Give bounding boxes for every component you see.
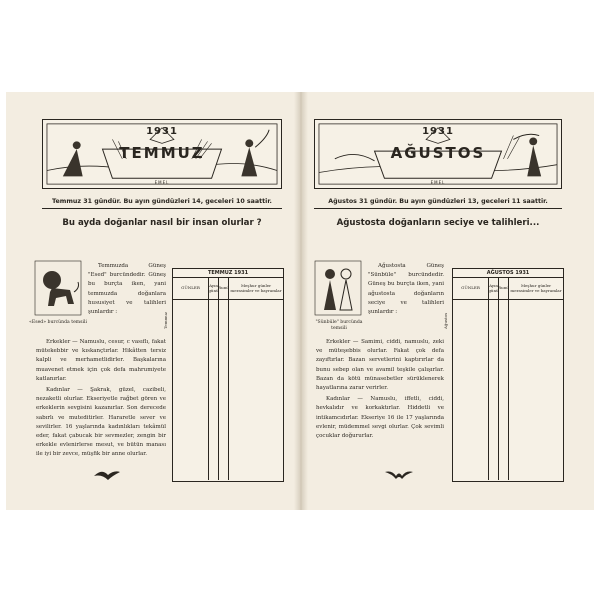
col-b: Rumî (499, 278, 509, 299)
col-a: Ayın günü (209, 278, 219, 299)
illustration-caption: "Sünbüle" burcünda temsili (315, 320, 363, 331)
page-august (300, 92, 594, 510)
calendar-cell (219, 474, 229, 480)
calendar-row (173, 474, 283, 480)
calendar-cell (229, 474, 283, 480)
calendar-header (453, 278, 563, 300)
illustration-caption: «Esed» burcünda temsili (29, 320, 87, 325)
calendar-cell (509, 474, 563, 480)
banner-month-title: TEMMUZ (119, 144, 205, 162)
intro-paragraph (368, 262, 444, 319)
calendar-cell (499, 474, 509, 480)
calendar-cell (489, 474, 499, 480)
paragraph-men: Erkekler — Namuslu, cesur, c vasıflı, fakat mütekebbir ve kıskançtırlar. Hikâtten tersiz kalpli ve merhametlidirler. Başkalarına muavenet etmek için çok defa mahrumiyete katlanırlar. (36, 339, 166, 382)
calendar-cell (209, 474, 219, 480)
section-heading: Bu ayda doğanlar nasıl bir insan olurlar ? (62, 218, 262, 228)
col-notes: Meşhur günler merasimler ve bayramlar (230, 282, 282, 293)
calendar-cell (453, 474, 489, 480)
calendar-side-label: Ağustos (443, 312, 448, 329)
intro-paragraph (88, 262, 166, 319)
book-spread (6, 92, 594, 510)
col-days: GÜNLER (453, 278, 489, 299)
col-notes: Meşhur günler merasimler ve bayramlar (510, 282, 562, 293)
calendar-header (173, 278, 283, 300)
col-a: Ayın günü (489, 278, 499, 299)
banner-year: 1931 (422, 126, 454, 137)
calendar-table-august (443, 268, 564, 482)
banner-signature: EMEL (430, 180, 446, 185)
day-length-line: Temmuz 31 gündür. Bu ayın gündüzleri 14, geceleri 10 saattir. (52, 198, 272, 205)
page-july (6, 92, 300, 510)
divider (42, 208, 282, 209)
banner-year: 1931 (146, 126, 178, 137)
col-days: GÜNLER (173, 278, 209, 299)
banner-month-title: AĞUSTOS (390, 144, 486, 162)
col-b: Rumî (219, 278, 229, 299)
paragraph-women: Kadınlar — Namuslu, iffetli, ciddi, hevkalıdır ve korkaktırlar. Hiddetli ve intikamcıdırlar. Ekseriye 16 ile 17 yaşlarında evlenir, müdemmel sevgi olurlar. Çok sevimli çocuklar doğururlar. (316, 396, 444, 440)
lion-icon (34, 260, 82, 316)
virgo-figures-icon (314, 260, 362, 316)
day-length-line: Ağustos 31 gündür. Bu ayın gündüzleri 13, geceleri 11 saattir. (328, 198, 548, 205)
paragraph-men: Erkekler — Samimi, ciddi, namuslu, zeki ve müteşebbis olurlar. Fakat çok defa zayıftırlar. Bazan servetlerini kaptırırlar da bunu sebep olan ve avamil teşkile çalışırlar. Bazan da kötü münasebetler sürüklenerek hayatlarına zarar verirler. (316, 339, 444, 392)
banner-signature: EMEL (154, 180, 170, 185)
calendar-rows (173, 300, 283, 480)
paragraph-intro: Temmuzda Güneş "Esed" burcündedir. Güneş bu burçta iken, yani temmuzda doğanlara hususiyet ve talihleri şunlardır : (88, 263, 166, 316)
paragraph-women: Kadınlar — Şakrak, güzel, cazibeli, nezaketli olurlar. Ekseriyetle rağbet gören ve erkeklerin sevgisini kazanırlar. Son derecede sabırlı ve muteditirler. Hararetle sever ve sevilirler. 16 yaşlarında kadınlıkları tekâmül eder, fakat çabucak bir sevmezler, zengin bir erkekle evlenirlerse mesut, ve bütün manası ile iyi bir zevce, müşfik bir anne olurlar. (36, 387, 166, 458)
banner-august (314, 119, 562, 189)
section-heading: Ağustosta doğanların seciye ve talihleri... (336, 218, 540, 228)
main-text (36, 338, 166, 462)
calendar-side-label: Temmuz (163, 312, 168, 329)
calendar-row (453, 474, 563, 480)
banner-july (42, 119, 282, 189)
calendar-table-july (163, 268, 284, 482)
main-text (316, 338, 444, 443)
divider (314, 208, 562, 209)
calendar-cell (173, 474, 209, 480)
paragraph-intro: Ağustosta Güneş "Sünbüle" burcündedir. Güneş bu burçta iken, yani ağustosta doğanların seciye ve talihleri şunlardır : (368, 263, 444, 316)
calendar-title: TEMMUZ 1931 (173, 269, 283, 278)
calendar-rows (453, 300, 563, 480)
bat-ornament-icon (384, 468, 414, 480)
calendar-title: AĞUSTOS 1931 (453, 269, 563, 278)
bird-ornament-icon (92, 468, 122, 482)
